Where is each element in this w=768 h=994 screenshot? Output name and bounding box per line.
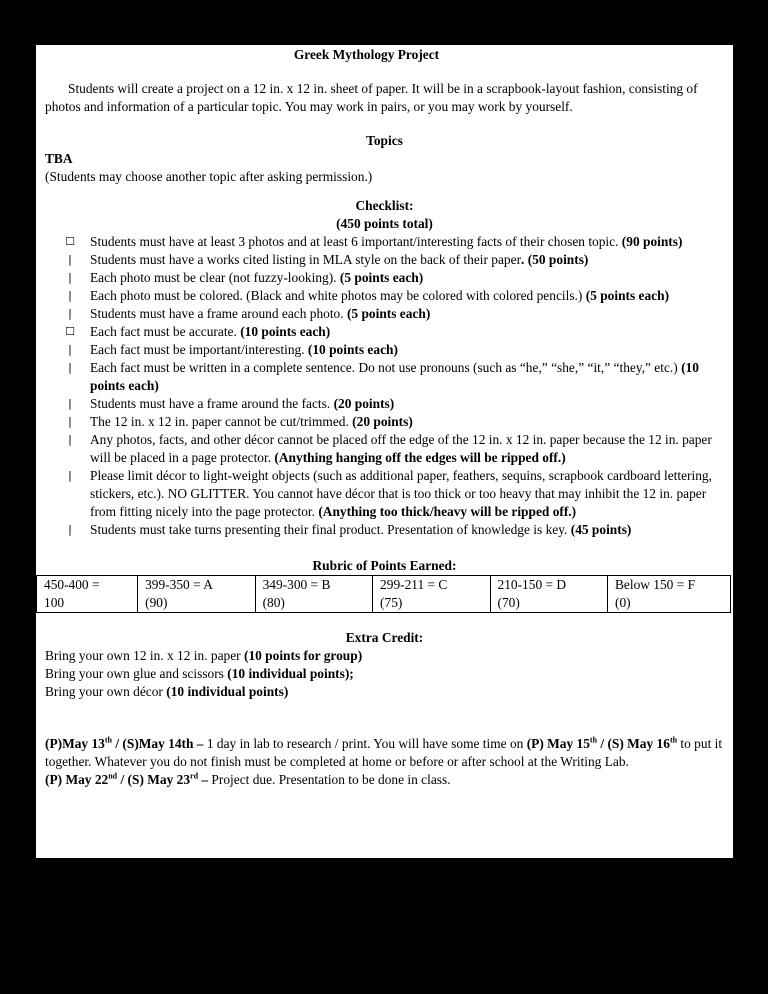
checklist-item-points: (90 points): [621, 234, 683, 249]
checklist-item-text: Each fact must be accurate.: [90, 324, 241, 339]
checklist-item-points: (Anything too thick/heavy will be ripped off.): [318, 504, 577, 519]
checklist-item-text: Any photos, facts, and other décor cannot be placed off the edge of the 12 in. x 12 in. paper because the 12 in. paper will be placed in a page protector.: [90, 432, 712, 465]
checklist-item: [68, 305, 724, 323]
checklist-item: [68, 341, 724, 359]
checkbox-icon: |: [68, 343, 72, 356]
extra-credit-item: [45, 665, 724, 683]
rubric-grade: (90): [145, 595, 168, 610]
extra-credit-item: [45, 683, 724, 701]
checklist-item: [68, 413, 724, 431]
page-title: Greek Mythology Project: [293, 47, 440, 62]
rubric-cell: [607, 576, 730, 613]
checkbox-icon: |: [68, 397, 72, 410]
rubric-cell: [255, 576, 372, 613]
rubric-cell: [37, 576, 138, 613]
checkbox-icon: |: [68, 433, 72, 446]
checkbox-icon: |: [68, 361, 72, 374]
checklist-total: (450 points total): [336, 216, 433, 231]
extra-credit-item: [45, 647, 724, 665]
rubric-range: 450-400 =: [44, 577, 100, 592]
topics-note: (Students may choose another topic after asking permission.): [45, 169, 373, 184]
checklist-item-points: (5 points each): [346, 306, 431, 321]
extra-credit-heading: Extra Credit:: [345, 630, 424, 645]
extra-credit-points: (10 points for group): [243, 648, 363, 663]
checklist-item-points: (10 points each): [90, 360, 699, 393]
extra-credit-text: Bring your own 12 in. x 12 in. paper: [45, 648, 244, 663]
checkbox-icon: |: [68, 523, 72, 536]
checkbox-icon: ☐: [65, 325, 75, 338]
rubric-table: [36, 575, 731, 613]
rubric-grade: (0): [614, 595, 631, 610]
rubric-grade: (70): [497, 595, 520, 610]
extra-credit-text: Bring your own décor: [45, 684, 167, 699]
checkbox-icon: |: [68, 469, 72, 482]
checklist-item-text: The 12 in. x 12 in. paper cannot be cut/trimmed.: [90, 414, 353, 429]
checklist-item-points: (45 points): [570, 522, 632, 537]
checklist-item-text: Students must have a frame around each photo.: [90, 306, 347, 321]
extra-credit-list: [45, 647, 724, 701]
checklist-item: [68, 269, 724, 287]
checklist-item: [68, 395, 724, 413]
topics-heading: Topics: [366, 133, 403, 148]
checklist-item-points: (20 points): [352, 414, 413, 429]
schedule-line-2: (P) May 22nd / (S) May 23rd – Project due. Presentation to be done in class.: [45, 771, 451, 787]
checklist-item: [68, 359, 724, 395]
extra-credit-text: Bring your own glue and scissors: [45, 666, 228, 681]
checklist-item-text: Students must have at least 3 photos and at least 6 important/interesting facts of their chosen topic.: [90, 234, 622, 249]
checklist-item: [65, 323, 724, 341]
rubric-range: 299-211 = C: [380, 577, 448, 592]
schedule-line-1: (P)May 13th / (S)May 14th – 1 day in lab to research / print. You will have some time on (P) May 15th / (S) May 16th to put it together. Whatever you do not finish must be completed at home or before or after school at the Writing Lab.: [45, 735, 723, 769]
extra-credit-points: (10 individual points): [166, 684, 289, 699]
rubric-range: Below 150 = F: [614, 577, 696, 592]
rubric-row: [37, 576, 731, 613]
checklist-item-points: (20 points): [333, 396, 395, 411]
checklist-item-points: (10 points each): [307, 342, 398, 357]
rubric-range: 349-300 = B: [262, 577, 331, 592]
checklist-item-text: Each photo must be clear (not fuzzy-looking).: [90, 270, 340, 285]
checklist-item-text: Each photo must be colored. (Black and white photos may be colored with colored pencils.): [90, 288, 586, 303]
rubric-cell: [490, 576, 607, 613]
checkbox-icon: |: [68, 253, 72, 266]
checkbox-icon: ☐: [65, 235, 75, 248]
checkbox-icon: |: [68, 289, 72, 302]
rubric-range: 210-150 = D: [497, 577, 567, 592]
rubric-cell: [138, 576, 255, 613]
rubric-range: 399-350 = A: [145, 577, 213, 592]
rubric-grade: (75): [380, 595, 403, 610]
checklist-item-points: (Anything hanging off the edges will be ripped off.): [274, 450, 566, 465]
checklist: [45, 233, 724, 539]
checklist-item: [68, 467, 724, 521]
checklist-item: [65, 233, 724, 251]
checklist-item: [68, 521, 724, 539]
checklist-item-text: Please limit décor to light-weight objects (such as additional paper, feathers, sequins, scrapbook cardboard lettering, stickers, etc.). NO GLITTER. You cannot have décor that is too thick or too heavy that may inhibit the 12 in. paper from fitting nicely into the page protector.: [90, 468, 712, 519]
checklist-item: [68, 431, 724, 467]
checklist-item-points: (10 points each): [240, 324, 331, 339]
checklist-item-text: Students must have a frame around the facts.: [90, 396, 334, 411]
checkbox-icon: |: [68, 271, 72, 284]
checklist-item: [68, 287, 724, 305]
checkbox-icon: |: [68, 307, 72, 320]
checklist-heading: Checklist:: [355, 198, 414, 213]
rubric-cell: [373, 576, 490, 613]
schedule: [45, 735, 724, 789]
checklist-item-text: Each fact must be written in a complete sentence. Do not use pronouns (such as “he,” “she,” “it,” “they,” etc.): [90, 360, 682, 375]
rubric-grade: (80): [262, 595, 285, 610]
intro-paragraph: Students will create a project on a 12 in. x 12 in. sheet of paper. It will be in a scrapbook-layout fashion, consisting of photos and information of a particular topic. You may work in pairs, or you may work by yourself.: [45, 81, 698, 114]
checklist-item-text: Students must take turns presenting their final product. Presentation of knowledge is key.: [90, 522, 571, 537]
checkbox-icon: |: [68, 415, 72, 428]
checklist-item-points: (5 points each): [585, 288, 670, 303]
rubric-heading: Rubric of Points Earned:: [312, 558, 457, 573]
checklist-item-text: Each fact must be important/interesting.: [90, 342, 308, 357]
checklist-item: [68, 251, 724, 269]
topics-value: TBA: [45, 151, 73, 166]
rubric-grade: 100: [44, 595, 65, 610]
document-page: [36, 45, 733, 858]
checklist-item-text: Students must have a works cited listing in MLA style on the back of their paper: [90, 252, 522, 267]
checklist-item-points: . (50 points): [521, 252, 589, 267]
extra-credit-points: (10 individual points);: [227, 666, 354, 681]
checklist-item-points: (5 points each): [339, 270, 424, 285]
